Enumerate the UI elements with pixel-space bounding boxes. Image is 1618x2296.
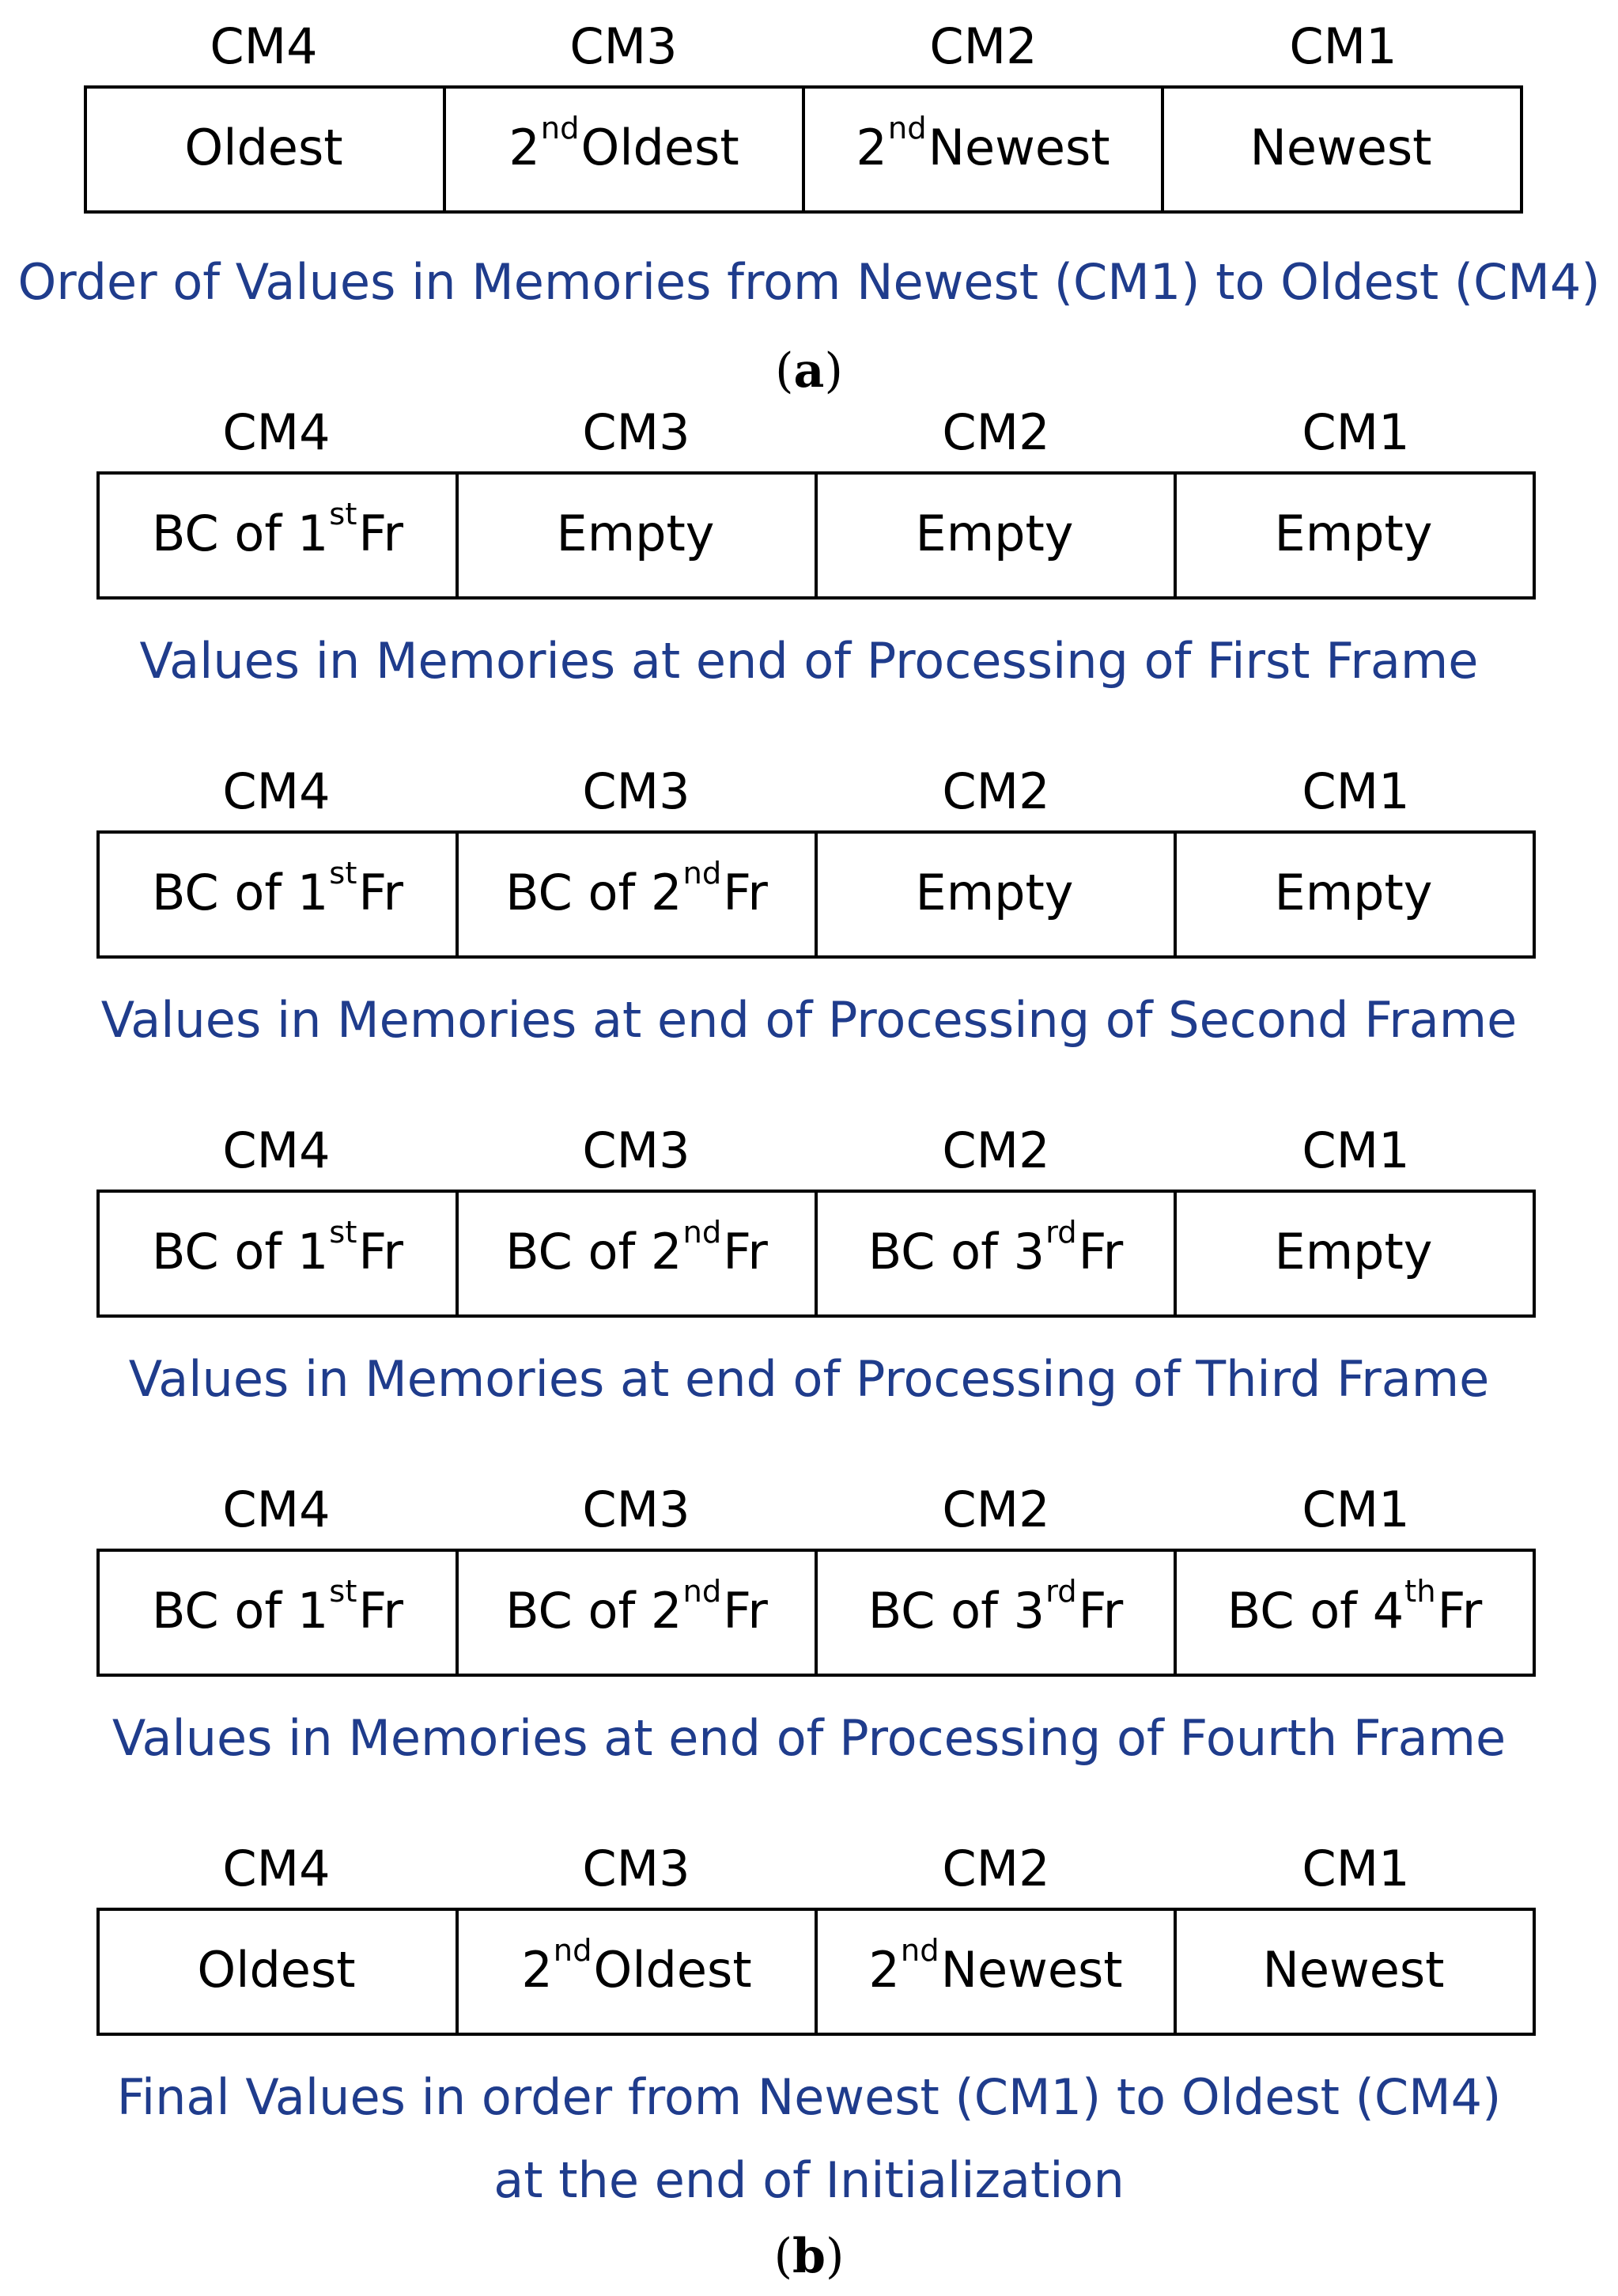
cell-text: BC of 1 [151, 1581, 329, 1640]
panel-a-caption: Order of Values in Memories from Newest (CM1) to Oldest (CM4) [17, 253, 1601, 311]
memory-headers [84, 0, 1523, 85]
cell-sup: st [329, 1573, 357, 1609]
cell-text-post: Fr [358, 504, 404, 562]
memory-cell-cm2 [815, 1193, 1174, 1314]
cell-text: BC of 3 [868, 1581, 1045, 1640]
memory-cell-cm1 [1174, 1911, 1533, 2033]
cell-text-post: Fr [1078, 1581, 1124, 1640]
memory-cell-cm4 [100, 475, 456, 596]
memory-row [84, 85, 1523, 214]
panel-a-memory-block [84, 0, 1523, 214]
cell-text: Newest [1249, 118, 1432, 176]
cell-text-post: Fr [1437, 1581, 1483, 1640]
cell-text-post: Oldest [580, 118, 739, 176]
panel-b-row-1-caption: Values in Memories at end of Processing of First Frame [139, 632, 1479, 690]
cell-sup: nd [553, 1932, 592, 1969]
header-cm2: CM2 [942, 1481, 1050, 1538]
panel-b-row-5-block [96, 1822, 1536, 2036]
label-paren-close: ) [824, 343, 843, 399]
memory-cell-cm4 [87, 89, 443, 210]
label-letter: b [792, 2229, 826, 2284]
cell-text-post: Fr [1078, 1222, 1124, 1280]
memory-cell-cm3 [456, 1911, 815, 2033]
cell-text: Empty [915, 863, 1074, 921]
label-paren-close: ) [825, 2229, 845, 2284]
header-cm1: CM1 [1302, 762, 1410, 820]
memory-headers [96, 1463, 1536, 1549]
label-paren-open: ( [775, 343, 794, 399]
memory-cell-cm2 [815, 834, 1174, 955]
memory-row [96, 1190, 1536, 1318]
cell-text-post: Fr [358, 863, 404, 921]
memory-cell-cm3 [456, 834, 815, 955]
cell-sup: nd [682, 855, 722, 891]
cell-text: 2 [856, 118, 887, 176]
header-cm2: CM2 [942, 1840, 1050, 1897]
memory-cell-cm1 [1174, 834, 1533, 955]
header-cm3: CM3 [569, 17, 678, 75]
memory-cell-cm3 [443, 89, 802, 210]
panel-b-row-3-caption: Values in Memories at end of Processing of Third Frame [128, 1350, 1490, 1408]
panel-b-row-1-block [96, 386, 1536, 600]
cell-text-post: Fr [358, 1222, 404, 1280]
header-cm3: CM3 [582, 403, 690, 461]
memory-cell-cm1 [1161, 89, 1520, 210]
memory-cell-cm2 [815, 1911, 1174, 2033]
cell-text: BC of 1 [151, 863, 329, 921]
cell-sup: st [329, 1214, 357, 1250]
memory-cell-cm4 [100, 834, 456, 955]
memory-cell-cm1 [1174, 1552, 1533, 1674]
cell-sup: nd [682, 1214, 722, 1250]
cell-sup: th [1404, 1573, 1436, 1609]
panel-b-row-5-caption-line-2: at the end of Initialization [493, 2151, 1125, 2209]
cell-text: Empty [1274, 1222, 1433, 1280]
memory-cell-cm1 [1174, 1193, 1533, 1314]
cell-text-post: Fr [723, 1222, 768, 1280]
cell-text: BC of 1 [151, 1222, 329, 1280]
panel-b-row-4-caption: Values in Memories at end of Processing of Fourth Frame [112, 1709, 1506, 1767]
header-cm3: CM3 [582, 1840, 690, 1897]
cell-text-post: Newest [940, 1940, 1123, 1999]
cell-sup: st [329, 496, 357, 532]
header-cm2: CM2 [929, 17, 1038, 75]
header-cm4: CM4 [222, 1840, 331, 1897]
panel-b-row-2-block [96, 745, 1536, 959]
cell-text: BC of 3 [868, 1222, 1045, 1280]
memory-cell-cm3 [456, 1552, 815, 1674]
cell-text: 2 [521, 1940, 553, 1999]
header-cm1: CM1 [1289, 17, 1397, 75]
cell-text: BC of 1 [151, 504, 329, 562]
cell-text: BC of 2 [505, 1222, 682, 1280]
memory-headers [96, 386, 1536, 471]
cell-text-post: Fr [358, 1581, 404, 1640]
memory-cell-cm3 [456, 475, 815, 596]
cell-text: BC of 2 [505, 1581, 682, 1640]
cell-text: Empty [1274, 504, 1433, 562]
cell-text-post: Fr [723, 1581, 768, 1640]
header-cm4: CM4 [222, 403, 331, 461]
memory-cell-cm2 [815, 475, 1174, 596]
header-cm1: CM1 [1302, 1840, 1410, 1897]
cell-text: Empty [1274, 863, 1433, 921]
memory-cell-cm4 [100, 1193, 456, 1314]
cell-sup: rd [1045, 1573, 1077, 1609]
cell-text: 2 [868, 1940, 900, 1999]
cell-text: Empty [915, 504, 1074, 562]
cell-text-post: Oldest [593, 1940, 752, 1999]
cell-sup: nd [900, 1932, 939, 1969]
header-cm3: CM3 [582, 762, 690, 820]
header-cm2: CM2 [942, 1122, 1050, 1179]
header-cm3: CM3 [582, 1122, 690, 1179]
cell-text: 2 [508, 118, 540, 176]
cell-text-post: Fr [723, 863, 768, 921]
label-paren-open: ( [773, 2229, 793, 2284]
cell-sup: rd [1045, 1214, 1077, 1250]
header-cm4: CM4 [222, 1481, 331, 1538]
panel-b-row-3-block [96, 1104, 1536, 1318]
header-cm1: CM1 [1302, 1481, 1410, 1538]
panel-b-row-5-caption: Final Values in order from Newest (CM1) to Oldest (CM4) [116, 2068, 1502, 2126]
memory-cell-cm4 [100, 1552, 456, 1674]
memory-headers [96, 745, 1536, 830]
memory-row [96, 471, 1536, 600]
panel-b-label [0, 2229, 1618, 2284]
memory-row [96, 1908, 1536, 2036]
cell-text-post: Newest [928, 118, 1110, 176]
header-cm1: CM1 [1302, 403, 1410, 461]
memory-cell-cm2 [802, 89, 1161, 210]
panel-b-row-2-caption: Values in Memories at end of Processing of Second Frame [100, 991, 1518, 1049]
memory-cell-cm4 [100, 1911, 456, 2033]
header-cm4: CM4 [222, 1122, 331, 1179]
header-cm3: CM3 [582, 1481, 690, 1538]
label-letter: a [793, 343, 825, 399]
cell-sup: nd [682, 1573, 722, 1609]
memory-cell-cm1 [1174, 475, 1533, 596]
cell-sup: nd [887, 110, 927, 146]
memory-headers [96, 1822, 1536, 1908]
memory-headers [96, 1104, 1536, 1190]
header-cm2: CM2 [942, 403, 1050, 461]
cell-sup: st [329, 855, 357, 891]
cell-text: Oldest [184, 118, 343, 176]
header-cm4: CM4 [222, 762, 331, 820]
header-cm2: CM2 [942, 762, 1050, 820]
memory-cell-cm3 [456, 1193, 815, 1314]
header-cm4: CM4 [210, 17, 318, 75]
memory-row [96, 1549, 1536, 1677]
panel-b-row-4-block [96, 1463, 1536, 1677]
cell-sup: nd [540, 110, 580, 146]
memory-row [96, 830, 1536, 959]
cell-text: BC of 4 [1227, 1581, 1404, 1640]
header-cm1: CM1 [1302, 1122, 1410, 1179]
cell-text: Oldest [197, 1940, 356, 1999]
cell-text: Empty [556, 504, 715, 562]
memory-cell-cm2 [815, 1552, 1174, 1674]
cell-text: BC of 2 [505, 863, 682, 921]
cell-text: Newest [1262, 1940, 1445, 1999]
